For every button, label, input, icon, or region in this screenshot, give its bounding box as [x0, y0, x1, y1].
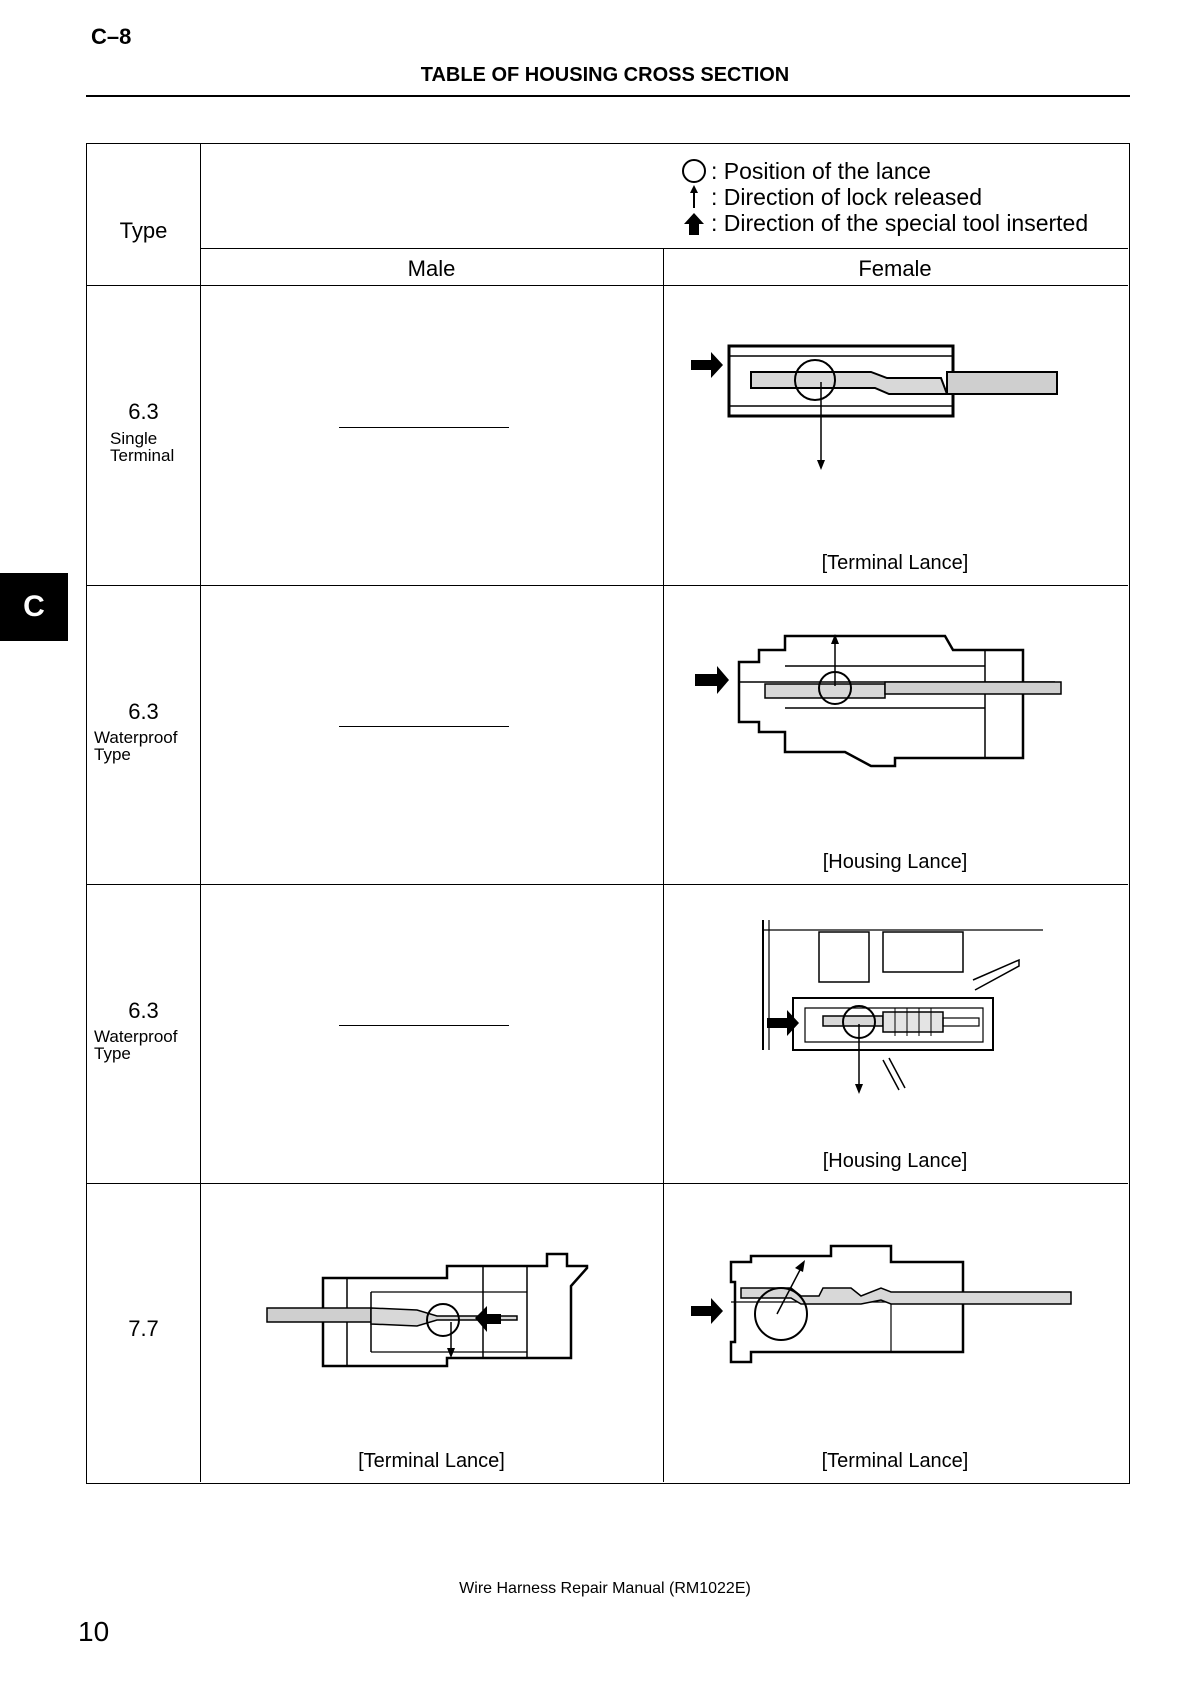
legend-row-lock — [677, 184, 1088, 210]
row4-size: 7.7 — [128, 1316, 159, 1341]
row2-female-diagram — [695, 632, 1075, 782]
row2-subtype-line1: Waterproof — [94, 728, 178, 747]
legend — [677, 158, 1088, 236]
thin-arrow-up-icon — [677, 184, 711, 210]
row3-male-none — [339, 1025, 509, 1026]
legend-text-lock: : Direction of lock released — [711, 184, 983, 210]
row3-subtype-line1: Waterproof — [94, 1027, 178, 1046]
page-label: C–8 — [91, 24, 132, 49]
bold-arrow-up-icon — [677, 210, 711, 236]
row4-female-caption: [Terminal Lance] — [821, 1450, 969, 1472]
circle-icon — [677, 158, 711, 184]
row4-male-caption: [Terminal Lance] — [358, 1450, 505, 1472]
row1-subtype-line1: Single — [110, 429, 158, 448]
row1-male-none — [339, 427, 509, 428]
legend-text-lance: : Position of the lance — [711, 158, 931, 184]
row1-female-diagram — [691, 342, 1071, 462]
row4-male-diagram — [267, 1242, 597, 1402]
row2-male-none — [339, 726, 509, 727]
row1-size: 6.3 — [128, 399, 159, 424]
row1-female-caption: [Terminal Lance] — [821, 552, 969, 574]
row3-size: 6.3 — [128, 998, 159, 1023]
female-header: Female — [858, 256, 932, 281]
row2-size: 6.3 — [128, 699, 159, 724]
row4-female-diagram — [691, 1242, 1071, 1382]
section-tab[interactable]: C — [0, 573, 68, 641]
row3-female-caption: [Housing Lance] — [822, 1150, 968, 1172]
row-divider-header — [87, 285, 1128, 286]
legend-text-tool: : Direction of the special tool inserted — [711, 210, 1089, 236]
page-number: 10 — [78, 1616, 110, 1647]
row-divider-3 — [87, 1183, 1128, 1184]
row-divider-legend — [200, 248, 1128, 249]
row-divider-2 — [87, 884, 1128, 885]
col-divider-type — [200, 144, 201, 1482]
legend-row-lance — [677, 158, 1088, 184]
male-header: Male — [407, 256, 456, 281]
page-title: TABLE OF HOUSING CROSS SECTION — [420, 64, 790, 86]
row2-female-caption: [Housing Lance] — [822, 851, 968, 873]
row3-subtype-line2: Type — [94, 1044, 131, 1063]
row-divider-1 — [87, 585, 1128, 586]
footer-manual: Wire Harness Repair Manual (RM1022E) — [459, 1580, 751, 1597]
housing-cross-section-table — [86, 143, 1130, 1484]
row2-subtype-line2: Type — [94, 745, 131, 764]
row1-subtype-line2: Terminal — [110, 446, 175, 465]
header-rule — [86, 95, 1130, 97]
type-header: Type — [119, 218, 168, 243]
legend-row-tool — [677, 210, 1088, 236]
row3-female-diagram — [763, 920, 1053, 1100]
